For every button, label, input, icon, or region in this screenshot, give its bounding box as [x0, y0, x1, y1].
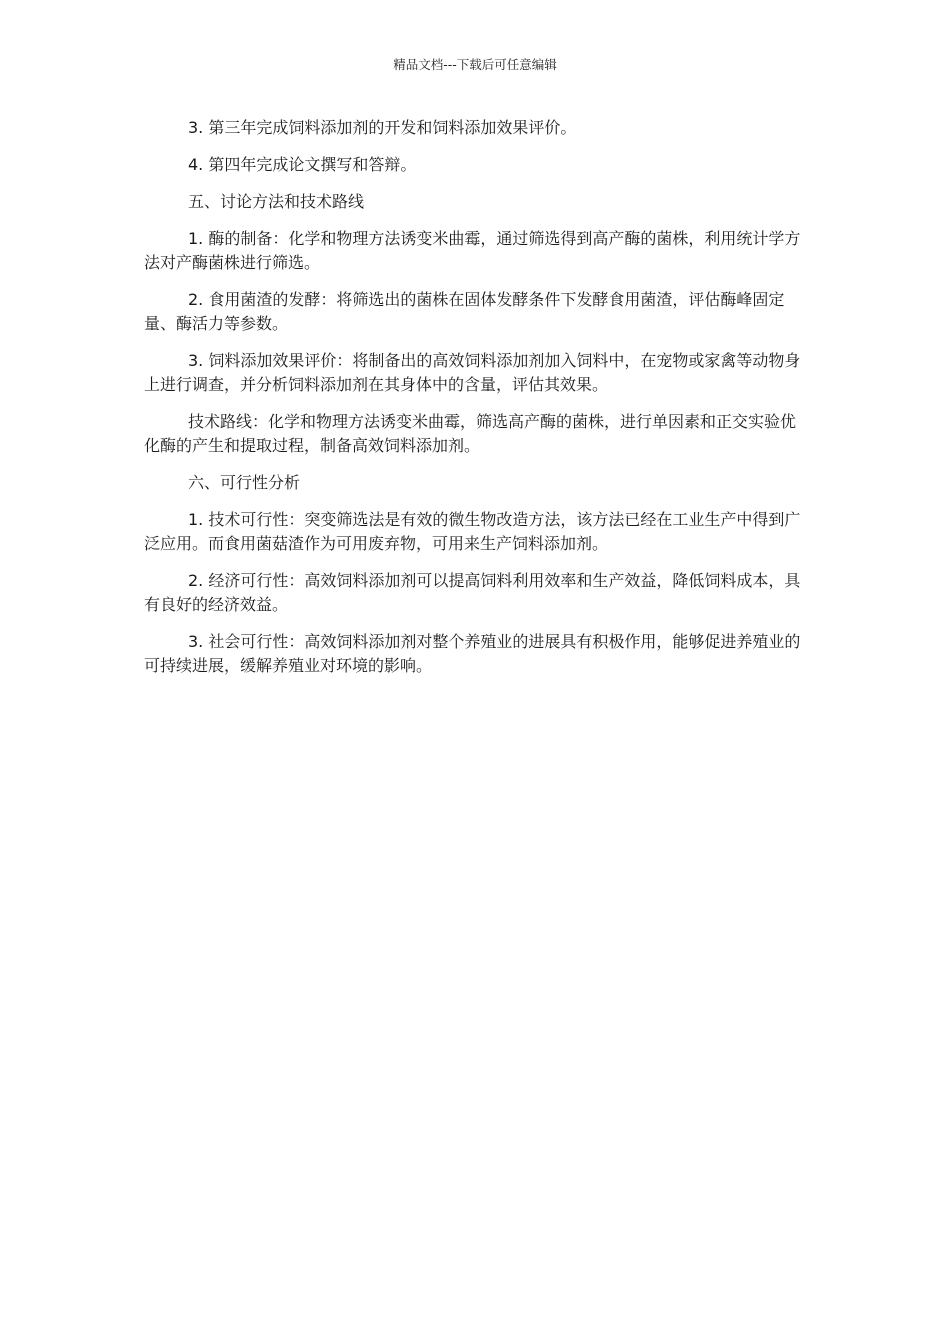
document-body — [144, 116, 806, 691]
paragraph-social-feasibility: 3. 社会可行性：高效饲料添加剂对整个养殖业的进展具有积极作用，能够促进养殖业的可持续进展，缓解养殖业对环境的影响。 — [144, 632, 801, 675]
paragraph-technical-route: 技术路线：化学和物理方法诱变米曲霉，筛选高产酶的菌株，进行单因素和正交实验优化酶的产生和提取过程，制备高效饲料添加剂。 — [144, 412, 797, 455]
paragraph-technical-feasibility: 1. 技术可行性：突变筛选法是有效的微生物改造方法，该方法已经在工业生产中得到广泛应用。而食用菌菇渣作为可用废弃物，可用来生产饲料添加剂。 — [144, 510, 801, 553]
section-heading-feasibility: 六、可行性分析 — [188, 473, 301, 492]
paragraph-feed-evaluation: 3. 饲料添加效果评价：将制备出的高效饲料添加剂加入饲料中，在宠物或家禽等动物身上进行调查，并分析饲料添加剂在其身体中的含量，评估其效果。 — [144, 351, 801, 394]
paragraph-economic-feasibility: 2. 经济可行性：高效饲料添加剂可以提高饲料利用效率和生产效益，降低饲料成本，具有良好的经济效益。 — [144, 571, 801, 614]
page-header: 精品文档---下载后可任意编辑 — [393, 57, 557, 72]
paragraph-enzyme-preparation: 1. 酶的制备：化学和物理方法诱变米曲霉，通过筛选得到高产酶的菌株，利用统计学方法对产酶菌株进行筛选。 — [144, 229, 801, 272]
section-heading-methods: 五、讨论方法和技术路线 — [188, 192, 365, 211]
paragraph-year3-plan: 3. 第三年完成饲料添加剂的开发和饲料添加效果评价。 — [188, 118, 577, 137]
paragraph-year4-plan: 4. 第四年完成论文撰写和答辩。 — [188, 155, 417, 174]
paragraph-fermentation: 2. 食用菌渣的发酵：将筛选出的菌株在固体发酵条件下发酵食用菌渣，评估酶峰固定量、酶活力等参数。 — [144, 290, 785, 333]
